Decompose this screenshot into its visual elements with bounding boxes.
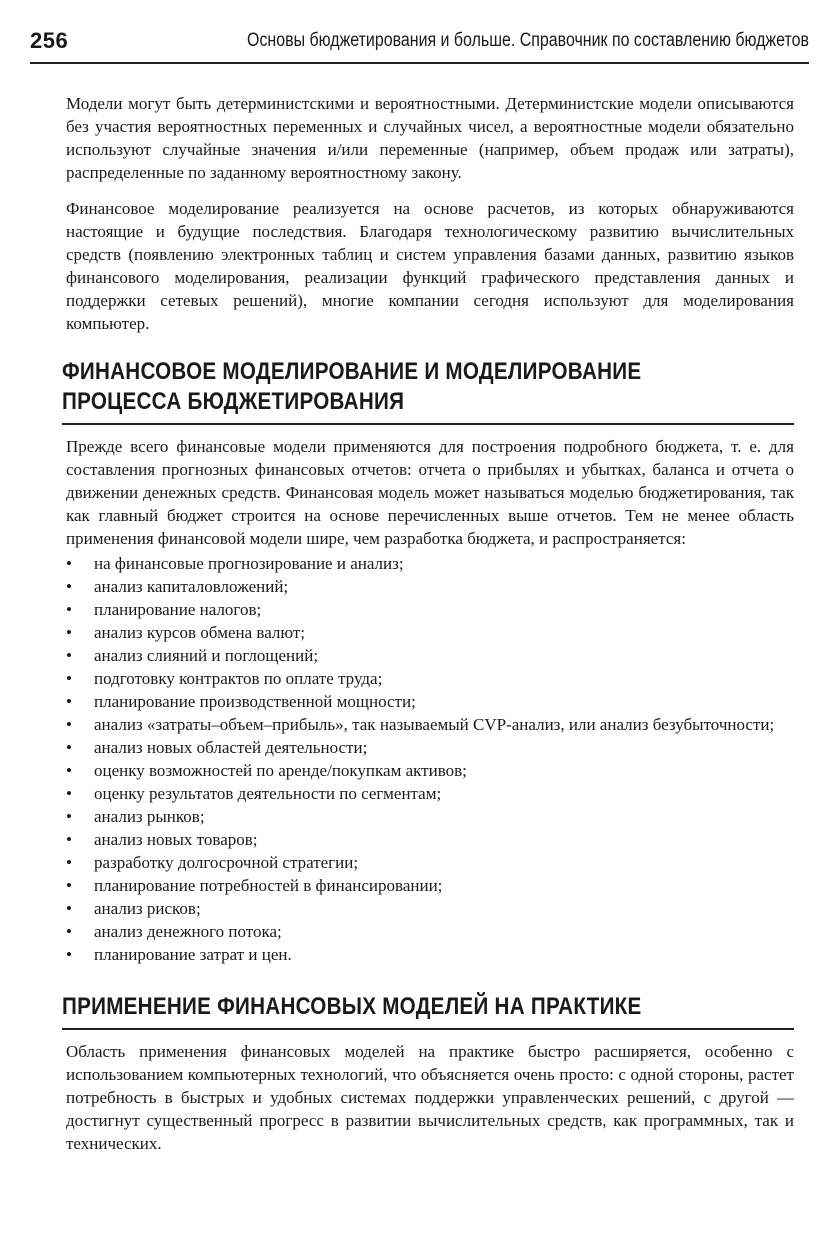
- bullet-icon: •: [66, 945, 72, 964]
- list-item: [66, 828, 794, 851]
- list-item: [66, 575, 794, 598]
- list-item-text: анализ новых товаров;: [94, 830, 258, 849]
- list-item: [66, 851, 794, 874]
- page-content: [62, 92, 794, 1168]
- bullet-icon: •: [66, 692, 72, 711]
- list-item: [66, 943, 794, 966]
- list-item-text: оценку возможностей по аренде/покупкам активов;: [94, 761, 467, 780]
- section-rule: [62, 423, 794, 425]
- section2-paragraph: Область применения финансовых моделей на практике быстро расширяется, особенно с использованием компьютерных технологий, что объясняется очень просто: с одной стороны, растет потребность в быстрых и удобных системах поддержки управленческих решений, с другой — достигнут существенный прогресс в развитии вычислительных средств, как программных, так и технических.: [66, 1042, 794, 1153]
- bullet-icon: •: [66, 554, 72, 573]
- bullet-icon: •: [66, 876, 72, 895]
- list-item-text: планирование производственной мощности;: [94, 692, 416, 711]
- list-item: [66, 805, 794, 828]
- list-item-text: анализ новых областей деятельности;: [94, 738, 368, 757]
- list-item: [66, 874, 794, 897]
- running-title: Основы бюджетирования и больше. Справочник по составлению бюджетов: [247, 30, 809, 51]
- bullet-icon: •: [66, 623, 72, 642]
- bullet-icon: •: [66, 853, 72, 872]
- section-heading-practice: ПРИМЕНЕНИЕ ФИНАНСОВЫХ МОДЕЛЕЙ НА ПРАКТИКЕ: [62, 993, 642, 1020]
- list-item: [66, 621, 794, 644]
- list-item: [66, 782, 794, 805]
- list-item-text: разработку долгосрочной стратегии;: [94, 853, 359, 872]
- list-item: [66, 920, 794, 943]
- bullet-icon: •: [66, 922, 72, 941]
- list-item-text: анализ капиталовложений;: [94, 577, 289, 596]
- section-heading-line-1: ФИНАНСОВОЕ МОДЕЛИРОВАНИЕ И МОДЕЛИРОВАНИЕ: [62, 358, 642, 385]
- list-item-text: планирование затрат и цен.: [94, 945, 292, 964]
- list-item: [66, 713, 794, 736]
- list-item-text: анализ слияний и поглощений;: [94, 646, 319, 665]
- bullet-icon: •: [66, 761, 72, 780]
- applications-list: [66, 552, 794, 966]
- list-item-text: планирование потребностей в финансировании;: [94, 876, 443, 895]
- list-item: [66, 690, 794, 713]
- list-item-text: анализ рынков;: [94, 807, 205, 826]
- page-number: 256: [30, 28, 69, 53]
- list-item-text: на финансовые прогнозирование и анализ;: [94, 554, 404, 573]
- list-item: [66, 644, 794, 667]
- bullet-icon: •: [66, 899, 72, 918]
- list-item: [66, 667, 794, 690]
- bullet-icon: •: [66, 784, 72, 803]
- section-heading-line-2: ПРОЦЕССА БЮДЖЕТИРОВАНИЯ: [62, 388, 405, 415]
- list-item-text: анализ «затраты–объем–прибыль», так называемый CVP-анализ, или анализ безубыточности;: [94, 715, 775, 734]
- bullet-icon: •: [66, 738, 72, 757]
- intro-paragraph-1: Модели могут быть детерминистскими и вероятностными. Детерминистские модели описываются без участия вероятностных переменных и случайных чисел, а вероятностные модели обязательно используют случайные значения и/или переменные (например, объем продаж или затраты), распределенные по заданному вероятностному закону.: [66, 94, 794, 182]
- list-item: [66, 897, 794, 920]
- section1-paragraph: Прежде всего финансовые модели применяются для построения подробного бюджета, т. е. для составления прогнозных финансовых отчетов: отчета о прибылях и убытках, баланса и отчета о движении денежных средств. Финансовая модель может называться моделью бюджетирования, так как главный бюджет строится на основе перечисленных выше отчетов. Тем не менее область применения финансовой модели шире, чем разработка бюджета, и распространяется:: [66, 437, 794, 548]
- intro-paragraph-2: Финансовое моделирование реализуется на основе расчетов, из которых обнаруживаются настоящие и будущие последствия. Благодаря технологическому развитию вычислительных средств (появлению электронных таблиц и систем управления базами данных, развитию языков финансового моделирования, реализации функций графического представления данных и поддержки сетевых решений), многие компании сегодня используют для моделирования компьютер.: [66, 199, 794, 333]
- list-item-text: оценку результатов деятельности по сегментам;: [94, 784, 442, 803]
- list-item-text: анализ денежного потока;: [94, 922, 282, 941]
- list-item: [66, 759, 794, 782]
- list-item: [66, 736, 794, 759]
- bullet-icon: •: [66, 646, 72, 665]
- list-item-text: анализ курсов обмена валют;: [94, 623, 306, 642]
- bullet-icon: •: [66, 600, 72, 619]
- bullet-icon: •: [66, 807, 72, 826]
- bullet-icon: •: [66, 715, 72, 734]
- list-item: [66, 598, 794, 621]
- section-heading-financial-modeling: [62, 357, 810, 419]
- bullet-icon: •: [66, 669, 72, 688]
- list-item: [66, 552, 794, 575]
- section-rule: [62, 1028, 794, 1030]
- list-item-text: подготовку контрактов по оплате труда;: [94, 669, 383, 688]
- list-item-text: планирование налогов;: [94, 600, 262, 619]
- list-item-text: анализ рисков;: [94, 899, 201, 918]
- page-header: [30, 24, 809, 64]
- bullet-icon: •: [66, 577, 72, 596]
- bullet-icon: •: [66, 830, 72, 849]
